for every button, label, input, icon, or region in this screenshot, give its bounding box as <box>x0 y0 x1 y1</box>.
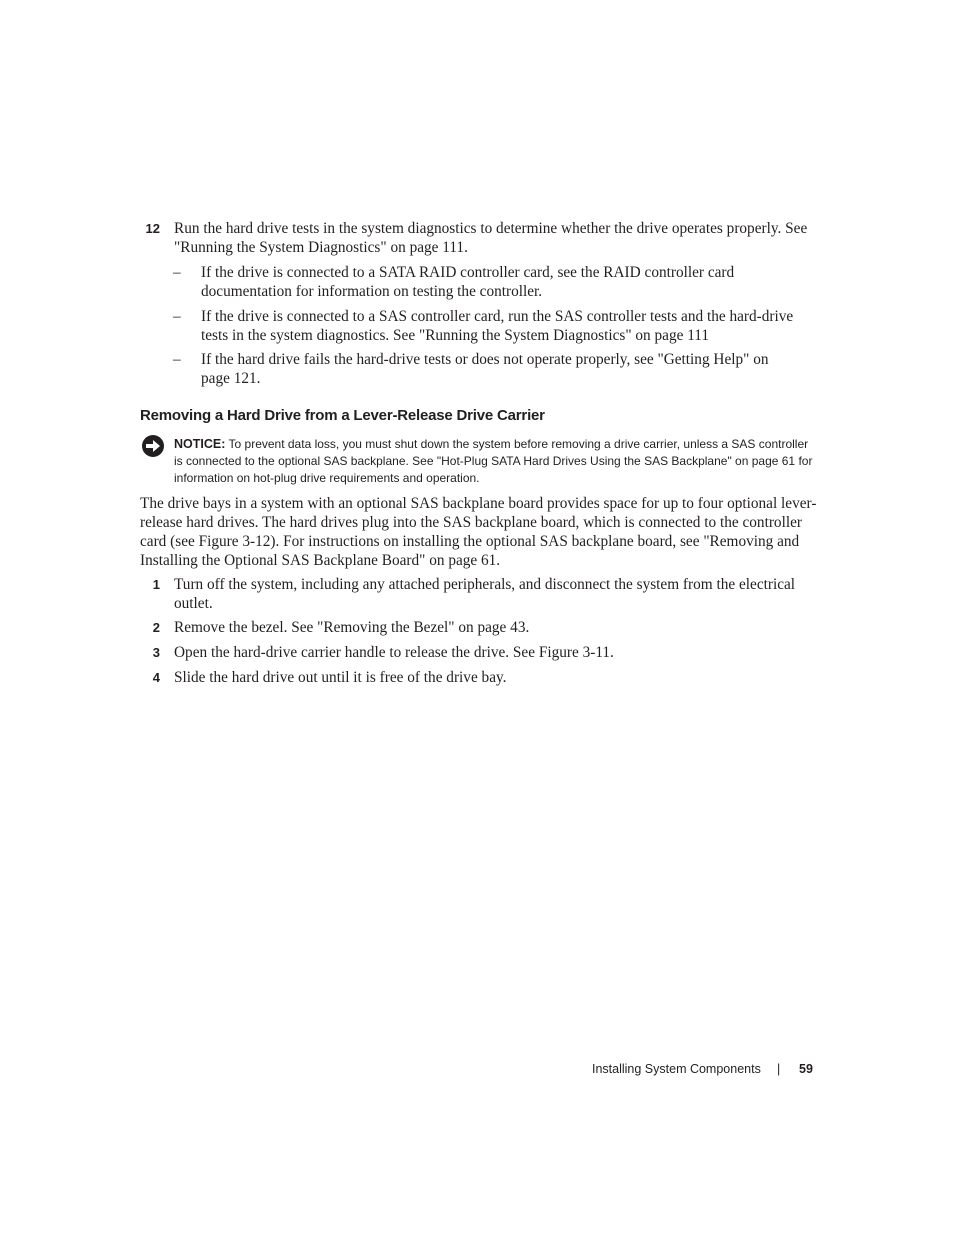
step-number: 4 <box>152 670 160 685</box>
sub-item-text: If the drive is connected to a SAS controller card, run the SAS controller tests and the hard-drive tests in the system diagnostics. See "Running the System Diagnostics" on page 111 <box>201 308 794 344</box>
section-heading: Removing a Hard Drive from a Lever-Release Drive Carrier <box>140 407 545 424</box>
notice-text: To prevent data loss, you must shut down the system before removing a drive carrier, unless a SAS controller is connected to the optional SAS backplane. See "Hot-Plug SATA Hard Drives Using the SAS Backplane" on page 61 for information on hot-plug drive requirements and operation. <box>174 437 813 485</box>
step-text: Slide the hard drive out until it is free of the drive bay. <box>174 669 507 686</box>
sub-item-text: If the drive is connected to a SATA RAID controller card, see the RAID controller card documentation for information on testing the controller. <box>201 264 735 300</box>
step-text: Run the hard drive tests in the system diagnostics to determine whether the drive operates properly. See "Running the System Diagnostics" on page 111. <box>174 220 808 256</box>
notice-arrow-icon <box>141 434 165 458</box>
step-number: 3 <box>152 645 160 660</box>
dash-bullet: – <box>173 308 181 325</box>
sub-item-text: If the hard drive fails the hard-drive tests or does not operate properly, see "Getting Help" on page 121. <box>201 351 769 387</box>
step-number: 2 <box>152 620 160 635</box>
notice-box <box>174 436 819 487</box>
page-number: 59 <box>799 1062 813 1076</box>
step-text: Remove the bezel. See "Removing the Bezel" on page 43. <box>174 619 530 636</box>
step-number: 1 <box>152 577 160 592</box>
step-number: 12 <box>145 221 160 236</box>
footer-chapter: Installing System Components <box>592 1062 761 1076</box>
notice-label: NOTICE: <box>174 437 226 451</box>
footer-separator: | <box>777 1062 781 1076</box>
dash-bullet: – <box>173 264 181 281</box>
dash-bullet: – <box>173 351 181 368</box>
step-text: Open the hard-drive carrier handle to release the drive. See Figure 3-11. <box>174 644 614 661</box>
intro-paragraph: The drive bays in a system with an optional SAS backplane board provides space for up to four optional lever-release hard drives. The hard drives plug into the SAS backplane board, which is connected to the controller card (see Figure 3-12). For instructions on installing the optional SAS backplane board, see "Removing and Installing the Optional SAS Backplane Board" on page 61. <box>140 495 817 569</box>
step-text: Turn off the system, including any attached peripherals, and disconnect the system from the electrical outlet. <box>174 576 796 612</box>
